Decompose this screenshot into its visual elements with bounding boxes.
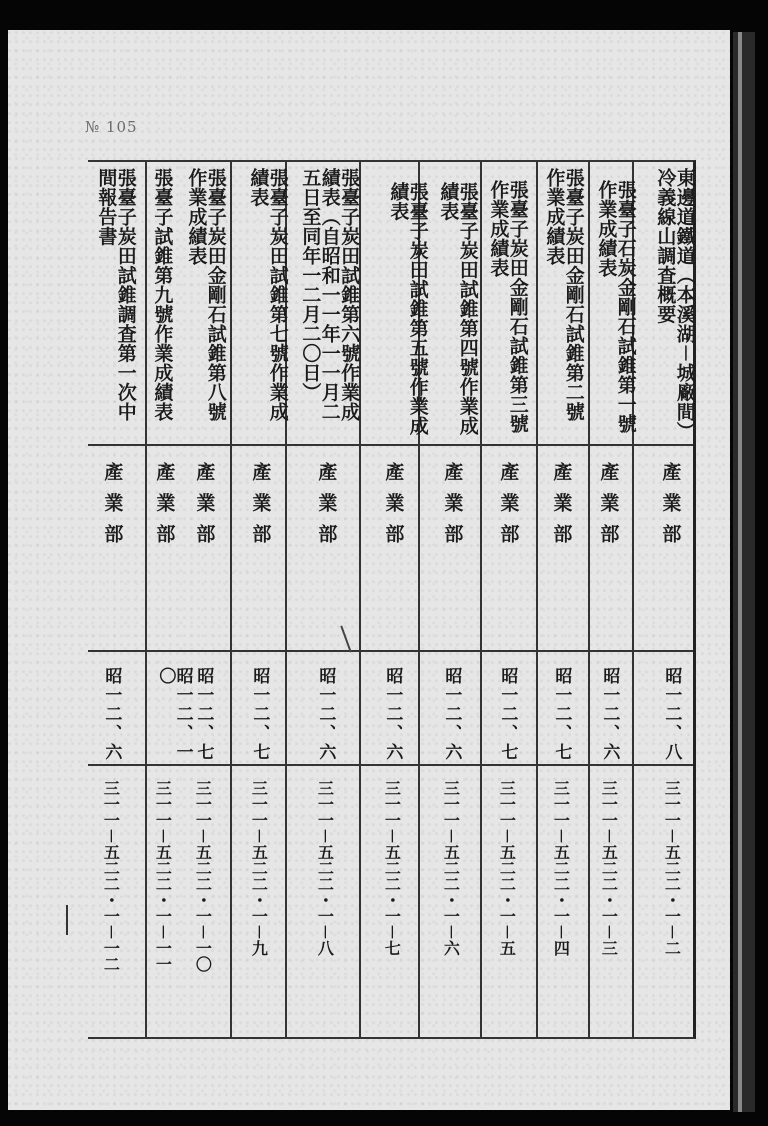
row-1-code: 三一一－五二二・一－二 <box>662 780 682 957</box>
row-5-date: 昭一二、六 <box>441 667 462 762</box>
spine-edge <box>738 32 742 1112</box>
separator-title-dept <box>88 444 693 446</box>
row-separator <box>230 162 232 1037</box>
row-6-title: 張臺子炭田試錐第五號作業成績表 <box>387 182 429 436</box>
row-9-department: 產業部 <box>193 462 216 555</box>
row-4-department: 產業部 <box>497 462 520 555</box>
row-4-date: 昭一二、七 <box>497 667 518 762</box>
row-11-code: 三一一－五二二・一－一二 <box>101 780 121 973</box>
row-4-code: 三一一－五二二・一－五 <box>497 780 517 957</box>
row-9-date: 昭一二、七 <box>193 667 214 762</box>
row-2-department: 產業部 <box>597 462 620 555</box>
row-2-code: 三一一－五二二・一－三 <box>599 780 619 957</box>
row-3-date: 昭一二、七 <box>551 667 572 762</box>
row-separator <box>588 162 590 1037</box>
catalog-table <box>88 160 696 1039</box>
page-number: № 105 <box>85 118 138 136</box>
row-4-title: 張臺子炭田金剛石試錐第三號作業成績表 <box>487 180 529 434</box>
row-1-title: 東邊道鐵道（本溪湖－城廠間）冷義線山調査概要 <box>654 168 696 432</box>
row-10-title: 張臺子試錐第九號作業成績表 <box>151 168 174 422</box>
row-10-code: 三一一－五二二・一－一一 <box>153 780 173 973</box>
row-3-department: 產業部 <box>550 462 573 555</box>
row-3-title: 張臺子炭田金剛石試錐第二號作業成績表 <box>543 168 585 422</box>
row-8-department: 產業部 <box>249 462 272 555</box>
row-8-date: 昭一二、七 <box>249 667 270 762</box>
row-9-title: 張臺子炭田金剛石試錐第八號作業成績表 <box>185 168 227 422</box>
row-11-department: 產業部 <box>101 462 124 555</box>
book-spine <box>733 32 755 1112</box>
row-1-department: 產業部 <box>659 462 682 555</box>
row-7-department: 產業部 <box>315 462 338 555</box>
row-11-date: 昭一二、六 <box>101 667 122 762</box>
separator-dept-date <box>88 650 693 652</box>
row-9-code: 三一一－五二二・一－一〇 <box>193 780 213 973</box>
row-5-title: 張臺子炭田試錐第四號作業成績表 <box>437 182 479 436</box>
row-7-date: 昭一二、六 <box>315 667 336 762</box>
row-5-department: 產業部 <box>441 462 464 555</box>
row-6-code: 三一一－五二二・一－七 <box>382 780 402 957</box>
row-6-date: 昭一二、六 <box>382 667 403 762</box>
row-11-title: 張臺子炭田試錐調査第一次中間報告書 <box>95 168 137 422</box>
row-separator <box>536 162 538 1037</box>
row-3-code: 三一一－五二二・一－四 <box>551 780 571 957</box>
row-7-title: 張臺子炭田試錐第六號作業成績表（自昭和一一年一一月二五日至同年一二月二〇日） <box>299 168 361 422</box>
separator-date-code <box>88 764 693 766</box>
row-10-date: 昭一二、一〇 <box>155 667 193 762</box>
row-5-code: 三一一－五二二・一－六 <box>441 780 461 957</box>
row-2-date: 昭一二、六 <box>599 667 620 762</box>
row-8-code: 三一一－五二二・一－九 <box>249 780 269 957</box>
row-7-code: 三一一－五二二・一－八 <box>315 780 335 957</box>
row-2-title: 張臺子石炭金剛石試錐第一號作業成績表 <box>595 180 637 434</box>
row-separator <box>480 162 482 1037</box>
row-8-title: 張臺子炭田試錐第七號作業成績表 <box>247 168 289 422</box>
row-6-department: 產業部 <box>382 462 405 555</box>
row-10-department: 產業部 <box>153 462 176 555</box>
row-1-date: 昭一二、八 <box>661 667 682 762</box>
row-separator <box>145 162 147 1037</box>
margin-mark <box>66 905 68 935</box>
